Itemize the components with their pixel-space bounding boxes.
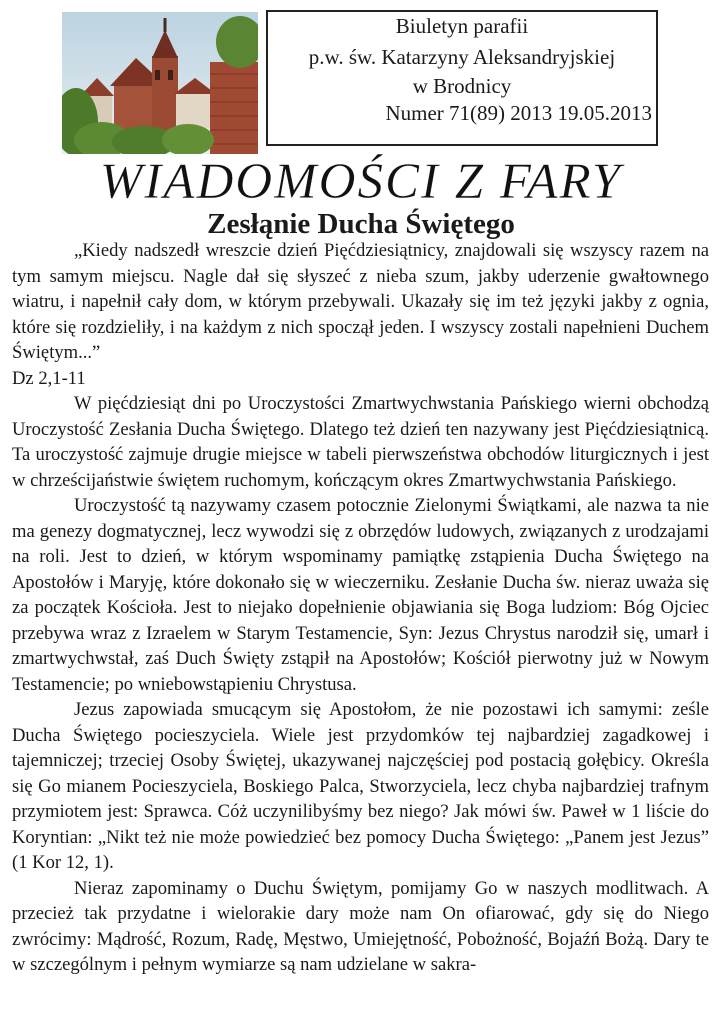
article-body bbox=[12, 238, 709, 978]
church-photo bbox=[62, 12, 258, 154]
scripture-reference: Dz 2,1-11 bbox=[12, 367, 86, 389]
parish-town: w Brodnicy bbox=[412, 74, 512, 98]
scripture-quote: „Kiedy nadszedł wreszcie dzień Pięćdziesiątnicy, znajdowali się wszyscy razem na tym samym miejscu. Nagle dał się słyszeć z nieba szum, jakby uderzenie gwałtownego wiatru, i napełnił cały dom, w którym przebywali. Ukazały się im też języki jakby z ognia, które się rozdzieliły, i na każdym z nich spoczął jeden. I wszyscy zostali napełnieni Duchem Świętym...” bbox=[12, 240, 709, 363]
article-title: Zesłąnie Ducha Świętego bbox=[207, 208, 515, 240]
article-paragraph: Nieraz zapominamy o Duchu Świętym, pomijamy Go w naszych modlitwach. A przecież tak przydatne i wielorakie dary może nam On ofiarować, gdy się do Niego zwrócimy: Mądrość, Rozum, Radę, Męstwo, Umiejętność, Pobożność, Bojaźń Bożą. Dary te w szczególnym i pełnym wymiarze są nam udzielane w sakra- bbox=[12, 877, 709, 975]
parish-name: p.w. św. Katarzyny Aleksandryjskiej bbox=[308, 45, 616, 69]
article-paragraph: Uroczystość tą nazywamy czasem potocznie Zielonymi Świątkami, ale nazwa ta nie ma genezy dogmatycznej, lecz wywodzi się z obrzędów ludowych, związanych z urodzajami na roli. Jest to dzień, w którym wspominamy pamiątkę zstąpienia Ducha Świętego na Apostołów i Maryję, które dokonało się w wieczerniku. Zesłanie Ducha św. nieraz uważa się za początek Kościoła. Jest to niejako dopełnienie objawiania się Boga ludziom: Bóg Ojciec przebywa wraz z Izraelem w Starym Testamencie, Syn: Jezus Chrystus narodził się, umarł i zmartwychwstał, zaś Duch Święty zstąpił na Apostołów; Kościół pierwotny już w Nowym Testamencie; po wniebowstąpieniu Chrystusa. bbox=[12, 495, 709, 695]
bulletin-info-box bbox=[266, 10, 658, 146]
church-illustration bbox=[62, 12, 258, 154]
masthead-title: WIADOMOŚCI Z FARY bbox=[99, 154, 623, 210]
bulletin-name: Biuletyn parafii bbox=[395, 14, 529, 38]
article-paragraph: W pięćdziesiąt dni po Uroczystości Zmartwychwstania Pańskiego wierni obchodzą Uroczystość Zesłania Ducha Świętego. Dlatego też dzień ten nazywany jest Pięćdziesiątnicą. Ta uroczystość zajmuje drugie miejsce w tabeli pierwszeństwa obchodów liturgicznych i jest w chrześcijaństwie świętem ruchomym, kończącym okres Zmartwychwstania Pańskiego. bbox=[12, 393, 709, 491]
issue-number-date: Numer 71(89) 2013 19.05.2013 bbox=[385, 101, 652, 125]
article-paragraph: Jezus zapowiada smucącym się Apostołom, że nie pozostawi ich samymi: ześle Ducha Świętego pocieszyciela. Wiele jest przydomków tej najbardziej zagadkowej i tajemniczej; trzeciej Osoby Świętej, ukazywanej najczęściej pod postacią gołębicy. Określa się Go mianem Pocieszyciela, Boskiego Palca, Stworzyciela, lecz chyba najbardziej trafnym przymiotem jest: Sprawca. Cóż uczynilibyśmy bez niego? Jak mówi św. Paweł w 1 liście do Koryntian: „Nikt też nie może powiedzieć bez pomocy Ducha Świętego: „Panem jest Jezus” (1 Kor 12, 1). bbox=[12, 699, 709, 873]
